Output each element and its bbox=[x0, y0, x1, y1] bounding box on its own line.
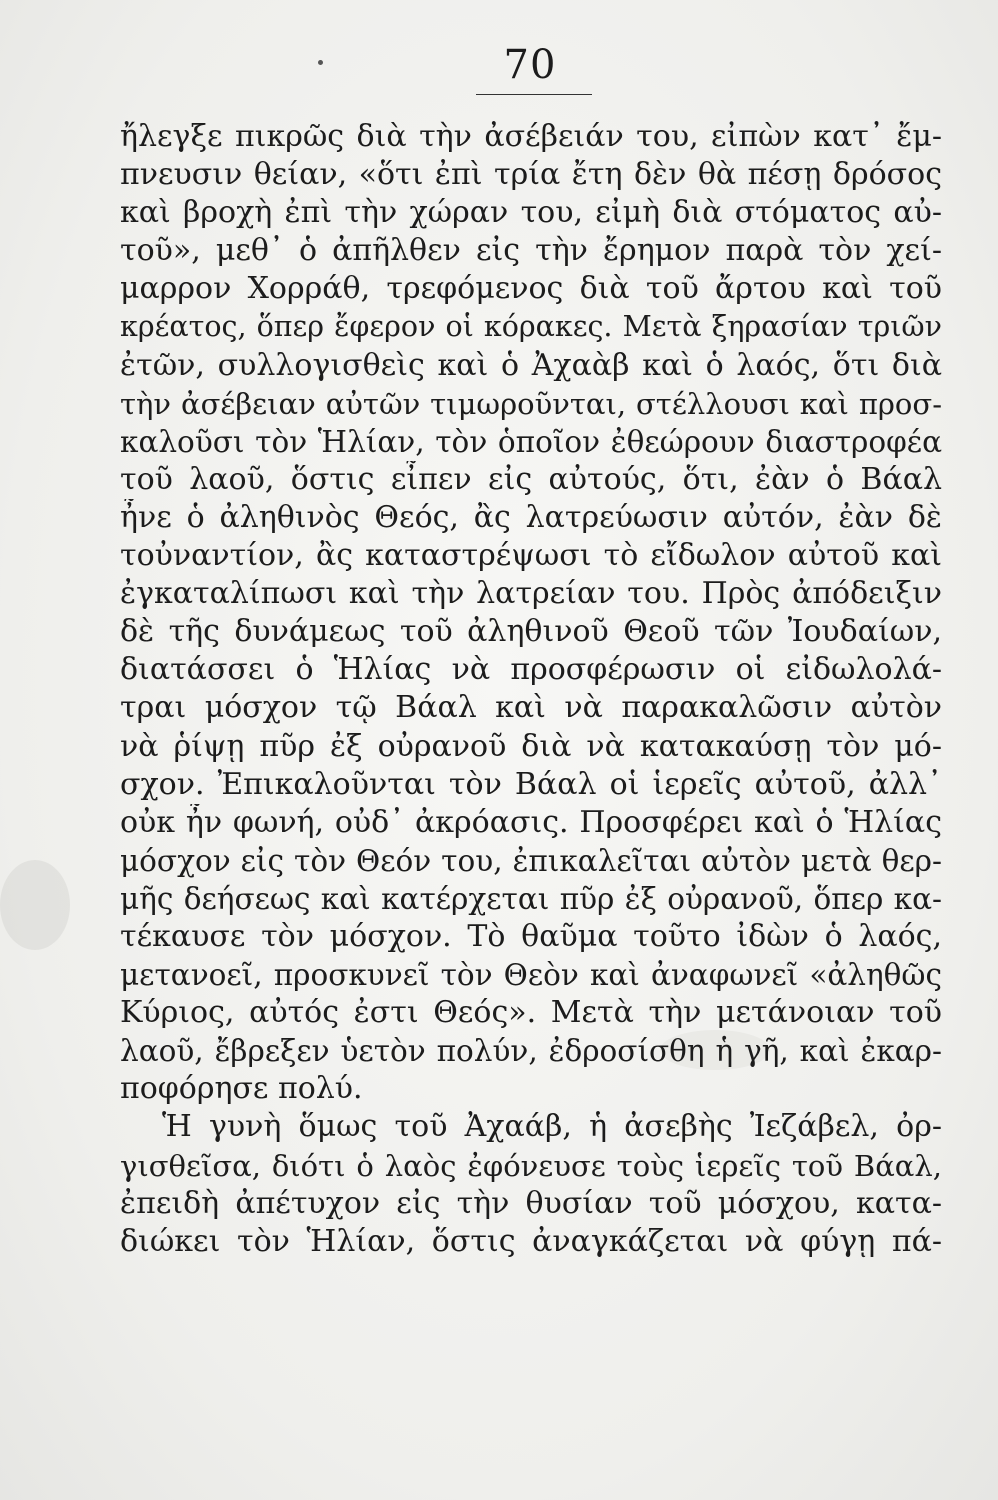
text-line: γισθεῖσα, διότι ὁ λαὸς ἐφόνευσε τοὺς ἱερεῖς τοῦ Βάαλ, bbox=[120, 1148, 942, 1183]
text-line: μετανοεῖ, προσκυνεῖ τὸν Θεὸν καὶ ἀναφωνεῖ «ἀληθῶς bbox=[120, 958, 942, 993]
text-line: μαρρον Χορράθ, τρεφόμενος διὰ τοῦ ἄρτου καὶ τοῦ bbox=[120, 271, 942, 307]
text-line: τοῦ», μεθ᾽ ὁ ἀπῆλθεν εἰς τὴν ἔρημον παρὰ τὸν χεί- bbox=[120, 233, 942, 269]
text-line: διατάσσει ὁ Ἡλίας νὰ προσφέρωσιν οἱ εἰδωλολά- bbox=[120, 652, 942, 688]
text-line: τοῦ λαοῦ, ὅστις εἶπεν εἰς αὐτούς, ὅτι, ἐὰν ὁ Βάαλ bbox=[120, 461, 942, 497]
text-line: καλοῦσι τὸν Ἡλίαν, τὸν ὁποῖον ἐθεώρουν διαστροφέα bbox=[120, 424, 942, 459]
paper-stain bbox=[0, 860, 70, 950]
text-line: ἐπειδὴ ἀπέτυχον εἰς τὴν θυσίαν τοῦ μόσχου, κατα- bbox=[120, 1185, 942, 1221]
text-line: Κύριος, αὐτός ἐστι Θεός». Μετὰ τὴν μετάνοιαν τοῦ bbox=[120, 995, 942, 1031]
text-line: μόσχον εἰς τὸν Θεόν του, ἐπικαλεῖται αὐτὸν μετὰ θερ- bbox=[120, 843, 942, 878]
text-line: κρέατος, ὅπερ ἔφερον οἱ κόρακες. Μετὰ ξηρασίαν τριῶν bbox=[120, 310, 942, 344]
text-line: δὲ τῆς δυνάμεως τοῦ ἀληθινοῦ Θεοῦ τῶν Ἰουδαίων, bbox=[120, 614, 942, 650]
text-line: λαοῦ, ἔβρεξεν ὑετὸν πολύν, ἐδροσίσθη ἡ γῆ, καὶ ἐκαρ- bbox=[120, 1034, 942, 1069]
text-line: πνευσιν θείαν, «ὅτι ἐπὶ τρία ἔτη δὲν θὰ πέσῃ δρόσος bbox=[120, 157, 942, 193]
text-line: τέκαυσε τὸν μόσχον. Τὸ θαῦμα τοῦτο ἰδὼν ὁ λαός, bbox=[120, 918, 942, 954]
body-text bbox=[120, 118, 942, 1261]
text-line: σχον. Ἐπικαλοῦνται τὸν Βάαλ οἱ ἱερεῖς αὐτοῦ, ἀλλ᾽ bbox=[120, 766, 942, 802]
text-line: τραι μόσχον τῷ Βάαλ καὶ νὰ παρακαλῶσιν αὐτὸν bbox=[120, 690, 942, 726]
text-line: ἐγκαταλίπωσι καὶ τὴν λατρείαν του. Πρὸς ἀπόδειξιν bbox=[120, 576, 942, 612]
text-line: τὴν ἀσέβειαν αὐτῶν τιμωροῦνται, στέλλουσι καὶ προσ- bbox=[120, 386, 942, 421]
ink-dot bbox=[318, 60, 323, 65]
text-line: διώκει τὸν Ἡλίαν, ὅστις ἀναγκάζεται νὰ φύγῃ πά- bbox=[120, 1223, 942, 1259]
text-line: ἐτῶν, συλλογισθεὶς καὶ ὁ Ἀχαὰβ καὶ ὁ λαός, ὅτι διὰ bbox=[120, 347, 942, 383]
text-line: νὰ ῥίψῃ πῦρ ἐξ οὐρανοῦ διὰ νὰ κατακαύσῃ τὸν μό- bbox=[120, 728, 942, 764]
paragraph-end-line: ποφόρησε πολύ. bbox=[120, 1071, 363, 1107]
page-number-rule bbox=[476, 94, 592, 95]
text-line: οὐκ ἦν φωνή, οὐδ᾽ ἀκρόασις. Προσφέρει καὶ ὁ Ἡλίας bbox=[120, 804, 942, 840]
page-number: 70 bbox=[503, 42, 557, 88]
text-line: τοὐναντίον, ἂς καταστρέψωσι τὸ εἴδωλον αὐτοῦ καὶ bbox=[120, 538, 942, 574]
text-line: ἤλεγξε πικρῶς διὰ τὴν ἀσέβειάν του, εἰπὼν κατ᾽ ἔμ- bbox=[120, 119, 942, 154]
paragraph-start-line: Ἡ γυνὴ ὅμως τοῦ Ἀχαάβ, ἡ ἀσεβὴς Ἰεζάβελ, ὀρ- bbox=[162, 1109, 942, 1145]
text-line: καὶ βροχὴ ἐπὶ τὴν χώραν του, εἰμὴ διὰ στόματος αὐ- bbox=[120, 195, 942, 231]
text-line: ἦνε ὁ ἀληθινὸς Θεός, ἂς λατρεύωσιν αὐτόν, ἐὰν δὲ bbox=[120, 499, 942, 535]
text-line: μῆς δεήσεως καὶ κατέρχεται πῦρ ἐξ οὐρανοῦ, ὅπερ κα- bbox=[120, 881, 942, 916]
